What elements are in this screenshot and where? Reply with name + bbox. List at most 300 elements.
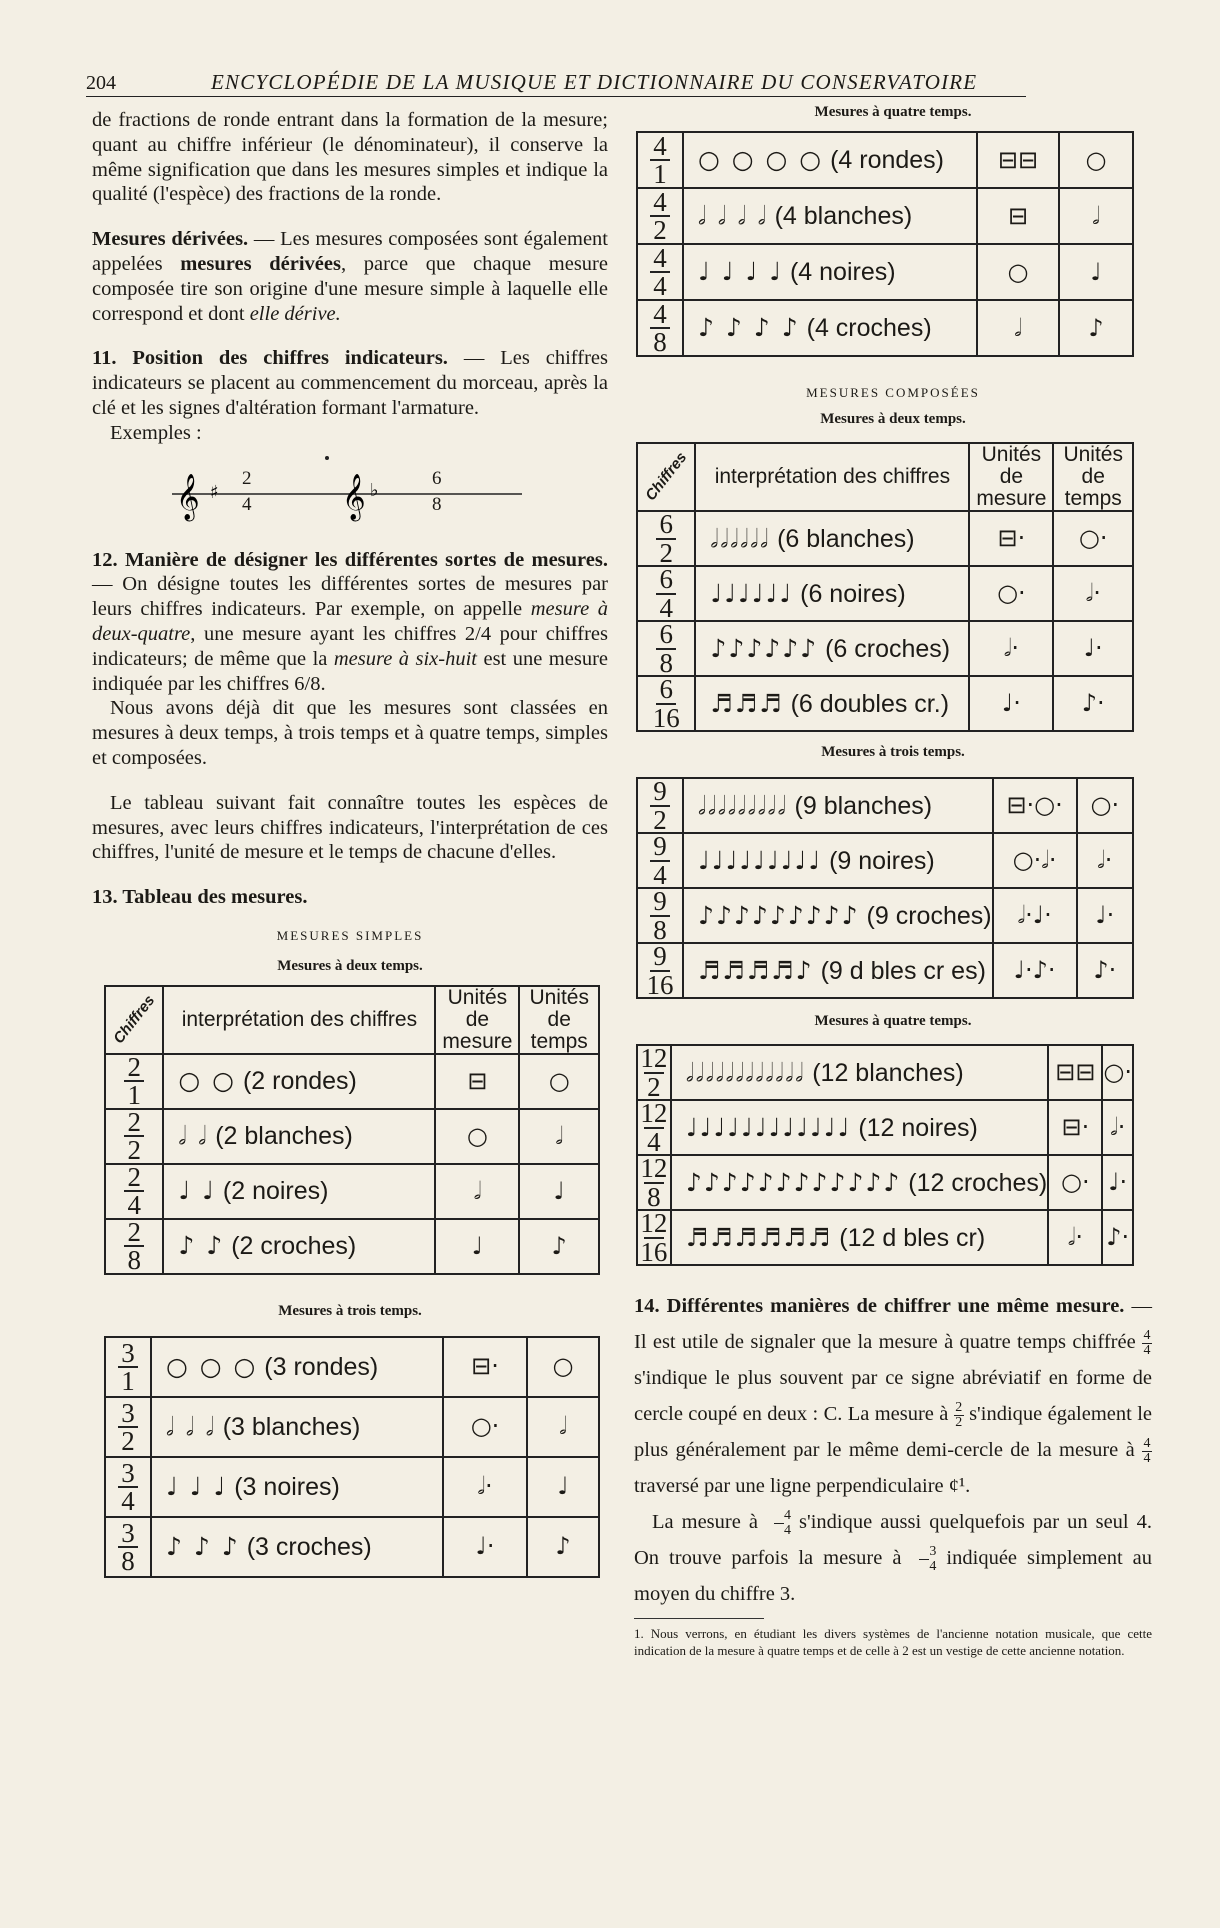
unite-temps-glyph: ♩ bbox=[553, 1176, 565, 1205]
interpretation-cell bbox=[151, 1457, 443, 1517]
section-title: 11. Position des chiffres indicateurs. bbox=[92, 347, 448, 370]
ts-denominator: 2 bbox=[659, 537, 673, 568]
ts-numerator: 4 bbox=[653, 186, 667, 217]
fraction-4-4 bbox=[1142, 1329, 1152, 1358]
unite-mesure-cell bbox=[969, 511, 1053, 566]
unite-temps-glyph: 𝅗𝅥 bbox=[1092, 201, 1100, 230]
unite-temps-glyph: ♩ bbox=[1090, 257, 1102, 286]
interpretation-cell bbox=[683, 244, 977, 300]
fraction-3-4 bbox=[911, 1545, 936, 1574]
unite-mesure-glyph: ○· bbox=[470, 1412, 500, 1441]
interpretation-cell bbox=[671, 1045, 1048, 1100]
unite-temps-glyph: ♪ bbox=[1088, 313, 1104, 342]
table-row bbox=[637, 621, 1133, 676]
section-title-tableau: 13. Tableau des mesures. bbox=[92, 886, 308, 909]
ts-denominator: 8 bbox=[653, 327, 667, 357]
caption-comp-trois-temps: Mesures à trois temps. bbox=[821, 744, 965, 760]
text-span: C. La mesure à bbox=[823, 1403, 949, 1425]
time-signature bbox=[650, 886, 670, 945]
ts-numerator: 3 bbox=[121, 1517, 135, 1548]
ts-numerator: 2 bbox=[127, 1217, 141, 1248]
interpretation-cell bbox=[163, 1054, 435, 1109]
unite-temps-cell bbox=[519, 1219, 599, 1274]
unite-mesure-cell bbox=[993, 943, 1077, 998]
interpretation-text: (6 noires) bbox=[800, 579, 906, 608]
text-span: — On désigne toutes les différentes sortes de mesures par leurs chiffres indicateurs. Par exemple, on appelle bbox=[92, 573, 608, 621]
interpretation-cell bbox=[671, 1100, 1048, 1155]
footnote: 1. Nous verrons, en étudiant les divers systèmes de l'ancienne notation musicale, que cette indication de la mesure à quatre temps et de celle à 2 est un vestige de cette ancienne notation. bbox=[634, 1626, 1152, 1658]
chiffres-cell bbox=[105, 1109, 163, 1164]
unite-temps-glyph: 𝅗𝅥· bbox=[1110, 1113, 1126, 1141]
unite-temps-glyph: ♪ bbox=[555, 1532, 571, 1561]
time-signature bbox=[650, 776, 670, 835]
interpretation-cell bbox=[671, 1210, 1048, 1265]
notes-glyphs: ♩♩♩♩♩♩♩♩♩ bbox=[698, 845, 823, 875]
notes-glyphs: ♩ ♩ bbox=[178, 1176, 216, 1206]
table-row bbox=[637, 1100, 1133, 1155]
notes-glyphs: ♪ ♪ ♪ ♪ bbox=[698, 313, 800, 342]
ex1-num: 2 bbox=[242, 467, 252, 489]
interpretation-cell bbox=[683, 888, 993, 943]
caption-deux-temps: Mesures à deux temps. bbox=[277, 957, 423, 974]
page-header bbox=[86, 62, 1026, 97]
interpretation-text: (2 croches) bbox=[231, 1232, 357, 1261]
interpretation-cell bbox=[683, 833, 993, 888]
unite-temps-cell bbox=[527, 1397, 599, 1457]
unite-mesure-glyph: 𝅗𝅥 bbox=[473, 1176, 482, 1205]
unite-mesure-glyph: ○ bbox=[466, 1121, 488, 1150]
unite-temps-cell bbox=[1053, 676, 1133, 731]
table-row bbox=[105, 1517, 599, 1577]
unite-mesure-glyph: ○ bbox=[1007, 257, 1029, 286]
ts-denominator: 1 bbox=[127, 1080, 141, 1111]
notes-glyphs: ♪♪♪♪♪♪♪♪♪ bbox=[698, 900, 860, 930]
interpretation-text: (4 rondes) bbox=[830, 146, 945, 174]
flat-icon: ♭ bbox=[370, 479, 379, 501]
header-unite-mesure: Unités de mesure bbox=[969, 443, 1053, 511]
unite-temps-cell bbox=[1077, 778, 1133, 833]
unite-temps-cell bbox=[527, 1337, 599, 1397]
ts-numerator: 3 bbox=[121, 1397, 135, 1428]
text-span: s'indique aussi quelquefois par un seul 4. On trouve parfois la mesure à bbox=[634, 1511, 1153, 1569]
unite-temps-glyph: ○· bbox=[1103, 1058, 1132, 1086]
unite-mesure-glyph: 𝅗𝅥· bbox=[1067, 1223, 1083, 1251]
table-row bbox=[105, 1457, 599, 1517]
time-signature bbox=[650, 186, 670, 245]
ex2-num: 6 bbox=[432, 467, 442, 489]
interpretation-text: (9 d bles cr es) bbox=[820, 956, 986, 985]
ts-numerator: 4 bbox=[653, 242, 667, 273]
chiffres-cell bbox=[637, 676, 695, 731]
table-row bbox=[637, 188, 1133, 244]
unite-temps-cell bbox=[1053, 566, 1133, 621]
chiffres-cell bbox=[637, 188, 683, 244]
table-row bbox=[105, 1219, 599, 1274]
unite-mesure-glyph: ♩ bbox=[471, 1231, 484, 1260]
unite-mesure-cell bbox=[969, 621, 1053, 676]
table-row bbox=[637, 1155, 1133, 1210]
unite-mesure-glyph: 𝅗𝅥· bbox=[1003, 634, 1020, 662]
notes-glyphs: 𝅗𝅥𝅗𝅥𝅗𝅥𝅗𝅥𝅗𝅥𝅗𝅥 bbox=[710, 523, 771, 553]
interpretation-cell bbox=[151, 1397, 443, 1457]
fraction-2-2 bbox=[954, 1401, 964, 1430]
interpretation-text: (4 croches) bbox=[806, 314, 932, 342]
interpretation-text: (3 croches) bbox=[246, 1532, 372, 1561]
table-row bbox=[637, 511, 1133, 566]
unite-temps-glyph: ♪ bbox=[551, 1231, 567, 1260]
paragraph-chiffrer bbox=[634, 1288, 1152, 1504]
section-title: Mesures dérivées. bbox=[92, 228, 249, 251]
interpretation-text: (12 noires) bbox=[858, 1113, 978, 1142]
ts-numerator: 3 bbox=[121, 1337, 135, 1368]
ts-denominator: 1 bbox=[653, 159, 667, 189]
unite-temps-glyph: ♪· bbox=[1081, 689, 1105, 717]
unite-temps-glyph: 𝅗𝅥 bbox=[559, 1412, 567, 1441]
table-row bbox=[637, 1210, 1133, 1265]
time-signature bbox=[118, 1397, 138, 1456]
ts-numerator: 6 bbox=[659, 674, 673, 705]
ts-denominator: 1 bbox=[121, 1365, 135, 1396]
unite-temps-glyph: ♪· bbox=[1106, 1223, 1130, 1251]
chiffres-cell bbox=[105, 1054, 163, 1109]
interpretation-text: (6 blanches) bbox=[777, 524, 915, 553]
unite-temps-cell bbox=[1077, 943, 1133, 998]
unite-mesure-glyph: ○· bbox=[997, 579, 1026, 607]
ts-denominator: 8 bbox=[659, 647, 673, 678]
interpretation-text: (2 rondes) bbox=[242, 1067, 357, 1096]
italic-term: mesure à six-huit bbox=[333, 647, 477, 670]
interpretation-cell bbox=[683, 188, 977, 244]
text-span: traversé par une ligne perpendiculaire bbox=[634, 1475, 944, 1497]
unite-mesure-cell bbox=[969, 566, 1053, 621]
interpretation-cell bbox=[163, 1109, 435, 1164]
unite-mesure-cell bbox=[993, 778, 1077, 833]
chiffres-cell bbox=[105, 1219, 163, 1274]
unite-temps-glyph: ○· bbox=[1078, 524, 1108, 552]
time-signature bbox=[640, 1208, 668, 1267]
chiffres-cell bbox=[637, 833, 683, 888]
interpretation-text: (3 noires) bbox=[234, 1472, 340, 1501]
paragraph-mesures-derivees bbox=[92, 227, 608, 326]
unite-temps-cell bbox=[1059, 244, 1133, 300]
interpretation-text: (2 blanches) bbox=[215, 1122, 353, 1151]
table-row bbox=[637, 300, 1133, 356]
ex2-den: 8 bbox=[432, 493, 442, 515]
paragraph-designer bbox=[92, 548, 608, 697]
interpretation-cell bbox=[683, 778, 993, 833]
unite-mesure-cell bbox=[1048, 1045, 1102, 1100]
table-row bbox=[637, 888, 1133, 943]
paragraph-classees: Nous avons déjà dit que les mesures sont classées en mesures à deux temps, à trois temps et à quatre temps, simples et composées. bbox=[92, 697, 608, 769]
chiffres-cell bbox=[637, 300, 683, 356]
time-signature bbox=[650, 242, 670, 301]
text-span: , une mesure ayant les chiffres 2/4 pour chiffres indicateurs; de même que la bbox=[92, 622, 608, 670]
header-chiffres bbox=[105, 986, 163, 1054]
unite-mesure-glyph: ○·𝅗𝅥· bbox=[1012, 846, 1057, 874]
chiffres-cell bbox=[637, 1045, 671, 1100]
frac-den: 4 bbox=[929, 1558, 937, 1574]
unite-mesure-glyph: ⊟ bbox=[467, 1066, 488, 1095]
ts-denominator: 4 bbox=[121, 1485, 135, 1516]
caption-quatre-temps: Mesures à quatre temps. bbox=[814, 104, 972, 120]
ts-numerator: 6 bbox=[659, 619, 673, 650]
header-chiffres-text: Chiffres bbox=[642, 449, 691, 504]
interpretation-text: (12 blanches) bbox=[812, 1058, 964, 1087]
header-unite-mesure: Unités de mesure bbox=[435, 986, 519, 1054]
table-row bbox=[637, 778, 1133, 833]
treble-clef-icon: 𝄞 bbox=[176, 473, 200, 520]
ts-numerator: 9 bbox=[653, 776, 667, 807]
unite-mesure-glyph: ⊟⊟ bbox=[997, 145, 1039, 174]
notes-glyphs: ♪♪♪♪♪♪♪♪♪♪♪♪ bbox=[685, 1167, 902, 1197]
unite-temps-glyph: ○ bbox=[552, 1352, 574, 1381]
time-signature bbox=[118, 1517, 138, 1576]
unite-mesure-glyph: ♩· bbox=[475, 1532, 495, 1561]
interpretation-text: (6 croches) bbox=[825, 634, 951, 663]
time-signature bbox=[640, 1153, 668, 1212]
table-row bbox=[105, 1164, 599, 1219]
interpretation-cell bbox=[151, 1517, 443, 1577]
sharp-icon: ♯ bbox=[210, 481, 219, 503]
table-simple-quatre-temps bbox=[636, 131, 1134, 357]
caption-comp-quatre-temps: Mesures à quatre temps. bbox=[814, 1013, 972, 1029]
ts-denominator: 2 bbox=[653, 804, 667, 835]
table-row bbox=[637, 833, 1133, 888]
staff-example-svg bbox=[92, 446, 608, 536]
interpretation-text: (9 croches) bbox=[866, 901, 992, 930]
treble-clef-icon: 𝄞 bbox=[342, 473, 366, 520]
ts-numerator: 6 bbox=[659, 509, 673, 540]
time-signature bbox=[656, 619, 676, 678]
left-column bbox=[92, 108, 608, 1578]
notes-glyphs: ♪♪♪♪♪♪ bbox=[710, 633, 819, 663]
notes-glyphs: 𝅗𝅥 𝅗𝅥 𝅗𝅥 𝅗𝅥 bbox=[698, 201, 768, 230]
ts-denominator: 16 bbox=[652, 702, 680, 733]
chiffres-cell bbox=[637, 1155, 671, 1210]
unite-mesure-cell bbox=[435, 1054, 519, 1109]
unite-temps-cell bbox=[1102, 1155, 1133, 1210]
unite-temps-cell bbox=[527, 1517, 599, 1577]
time-signature bbox=[652, 674, 680, 733]
unite-temps-glyph: ♩· bbox=[1108, 1168, 1128, 1196]
text-span: — Les mesures composées sont également appelées bbox=[92, 228, 608, 275]
table-simple-trois-temps bbox=[104, 1336, 600, 1578]
frac-den: 2 bbox=[955, 1414, 963, 1430]
notes-glyphs: 𝅗𝅥𝅗𝅥𝅗𝅥𝅗𝅥𝅗𝅥𝅗𝅥𝅗𝅥𝅗𝅥𝅗𝅥𝅗𝅥𝅗𝅥𝅗𝅥 bbox=[685, 1057, 806, 1087]
unite-mesure-cell bbox=[435, 1164, 519, 1219]
paragraph-quatre bbox=[634, 1504, 1152, 1612]
frac-den: 4 bbox=[784, 1522, 791, 1538]
ts-numerator: 12 bbox=[640, 1043, 668, 1074]
chiffres-cell bbox=[637, 943, 683, 998]
ts-numerator: 2 bbox=[127, 1162, 141, 1193]
table-row bbox=[105, 1337, 599, 1397]
table-row bbox=[637, 132, 1133, 188]
unite-mesure-glyph: 𝅗𝅥 bbox=[1014, 313, 1022, 342]
interpretation-cell bbox=[695, 511, 969, 566]
chiffres-cell bbox=[637, 621, 695, 676]
notes-glyphs: ♬♬♬♬♪ bbox=[698, 955, 814, 985]
table-simple-deux-temps bbox=[104, 985, 600, 1275]
header-chiffres-text: Chiffres bbox=[110, 991, 159, 1047]
table-row bbox=[105, 1397, 599, 1457]
paragraph-tableau-intro: Le tableau suivant fait connaître toutes les espèces de mesures, avec leurs chiffres indicateurs, l'interprétation de ces chiffres, l'unité de mesure et le temps de chacune d'elles. bbox=[92, 791, 608, 864]
unite-mesure-cell bbox=[1048, 1210, 1102, 1265]
unite-mesure-cell bbox=[443, 1517, 527, 1577]
chiffres-cell bbox=[637, 132, 683, 188]
interpretation-text: (9 blanches) bbox=[794, 791, 933, 820]
ts-denominator: 4 bbox=[647, 1126, 661, 1157]
footnote-rule bbox=[634, 1618, 764, 1619]
notes-glyphs: ○ ○ ○ ○ bbox=[698, 145, 824, 174]
frac-den: 4 bbox=[1143, 1450, 1151, 1466]
time-signature bbox=[118, 1457, 138, 1516]
running-title: ENCYCLOPÉDIE DE LA MUSIQUE ET DICTIONNAIRE DU CONSERVATOIRE bbox=[211, 70, 978, 94]
interpretation-cell bbox=[671, 1155, 1048, 1210]
section-title: 12. Manière de désigner les différentes sortes de mesures. bbox=[92, 548, 608, 571]
ts-numerator: 2 bbox=[127, 1107, 141, 1138]
unite-temps-cell bbox=[1077, 888, 1133, 943]
chiffres-cell bbox=[637, 1210, 671, 1265]
interpretation-text: (6 doubles cr.) bbox=[790, 689, 950, 718]
ts-numerator: 12 bbox=[640, 1098, 668, 1129]
interpretation-text: (12 d bles cr) bbox=[839, 1223, 986, 1252]
unite-mesure-cell bbox=[977, 132, 1059, 188]
interpretation-cell bbox=[683, 132, 977, 188]
notes-glyphs: ♩ ♩ ♩ bbox=[166, 1471, 228, 1501]
bold-term: mesures dérivées bbox=[180, 252, 341, 275]
unite-mesure-glyph: ⊟ bbox=[1007, 201, 1029, 230]
caption-mesures-simples: MESURES SIMPLES bbox=[276, 927, 424, 943]
table-row bbox=[637, 676, 1133, 731]
unite-temps-cell bbox=[1102, 1210, 1133, 1265]
ts-denominator: 4 bbox=[653, 271, 667, 301]
unite-temps-glyph: ♩· bbox=[1083, 634, 1103, 662]
unite-temps-glyph: 𝅗𝅥· bbox=[1097, 846, 1113, 874]
caption-trois-temps: Mesures à trois temps. bbox=[278, 1302, 422, 1319]
unite-mesure-cell bbox=[1048, 1100, 1102, 1155]
notes-glyphs: 𝅗𝅥 𝅗𝅥 𝅗𝅥 bbox=[166, 1411, 216, 1441]
ts-numerator: 3 bbox=[121, 1457, 135, 1488]
table-row bbox=[105, 1054, 599, 1109]
unite-mesure-cell bbox=[993, 833, 1077, 888]
unite-mesure-glyph: 𝅗𝅥·♩· bbox=[1017, 901, 1052, 929]
frac-num: 4 bbox=[1143, 1327, 1151, 1343]
chiffres-cell bbox=[637, 511, 695, 566]
chiffres-cell bbox=[105, 1517, 151, 1577]
time-signature bbox=[650, 298, 670, 357]
table-composees-quatre-temps bbox=[636, 1044, 1134, 1266]
frac-num: 4 bbox=[1143, 1435, 1151, 1451]
interpretation-cell bbox=[151, 1337, 443, 1397]
unite-mesure-glyph: ⊟· bbox=[471, 1352, 499, 1381]
ts-denominator: 8 bbox=[121, 1545, 135, 1576]
time-signature bbox=[656, 564, 676, 623]
ts-numerator: 9 bbox=[653, 941, 667, 972]
unite-temps-cell bbox=[519, 1054, 599, 1109]
unite-temps-cell bbox=[1102, 1045, 1133, 1100]
text-span: s'indique le plus souvent par ce signe abréviatif en forme de cercle coupé en deux : bbox=[634, 1367, 1152, 1425]
notes-glyphs: ○ ○ ○ bbox=[166, 1351, 258, 1381]
notes-glyphs: ♩♩♩♩♩♩♩♩♩♩♩♩ bbox=[685, 1112, 852, 1142]
ts-numerator: 4 bbox=[653, 298, 667, 329]
time-signature bbox=[640, 1043, 668, 1102]
ts-numerator: 12 bbox=[640, 1208, 668, 1239]
unite-mesure-cell bbox=[443, 1457, 527, 1517]
unite-mesure-cell bbox=[443, 1337, 527, 1397]
ts-numerator: 9 bbox=[653, 831, 667, 862]
interpretation-text: (3 blanches) bbox=[222, 1412, 361, 1441]
notes-glyphs: ♬♬♬♬♬♬ bbox=[685, 1222, 833, 1252]
section-title: 14. Différentes manières de chiffrer une même mesure. bbox=[634, 1295, 1125, 1317]
ts-numerator: 2 bbox=[127, 1052, 141, 1083]
interpretation-text: (3 rondes) bbox=[264, 1352, 379, 1381]
text-span: , parce que chaque mesure composée tire son origine d'une mesure simple à laquelle elle correspond et dont bbox=[92, 252, 608, 325]
ts-denominator: 4 bbox=[127, 1190, 141, 1221]
italic-term: mesure à deux-quatre bbox=[92, 598, 608, 645]
unite-temps-cell bbox=[1059, 300, 1133, 356]
time-signature bbox=[656, 509, 676, 568]
table-row bbox=[637, 566, 1133, 621]
unite-mesure-cell bbox=[977, 300, 1059, 356]
unite-mesure-cell bbox=[1048, 1155, 1102, 1210]
text-span: — Il est utile de signaler que la mesure à quatre temps chiffrée bbox=[634, 1295, 1152, 1353]
music-example bbox=[92, 446, 608, 536]
table-row bbox=[637, 244, 1133, 300]
interpretation-cell bbox=[163, 1219, 435, 1274]
unite-temps-cell bbox=[1059, 188, 1133, 244]
table-composees-trois-temps bbox=[636, 777, 1134, 999]
frac-num: 4 bbox=[784, 1507, 791, 1523]
frac-den: 4 bbox=[1143, 1342, 1151, 1358]
notes-glyphs: ○ ○ bbox=[178, 1066, 236, 1096]
ts-denominator: 8 bbox=[127, 1245, 141, 1276]
chiffres-cell bbox=[637, 888, 683, 943]
notes-glyphs: 𝅗𝅥 𝅗𝅥 bbox=[178, 1121, 209, 1151]
unite-temps-cell bbox=[527, 1457, 599, 1517]
unite-temps-glyph: ○ bbox=[548, 1066, 570, 1095]
interpretation-cell bbox=[683, 300, 977, 356]
unite-temps-cell bbox=[1053, 511, 1133, 566]
interpretation-cell bbox=[683, 943, 993, 998]
paragraph-position bbox=[92, 346, 608, 420]
chiffres-cell bbox=[637, 1100, 671, 1155]
fraction-4-4 bbox=[1142, 1437, 1152, 1466]
chiffres-cell bbox=[105, 1397, 151, 1457]
unite-mesure-glyph: ⊟⊟ bbox=[1055, 1058, 1096, 1086]
unite-mesure-glyph: ♩· bbox=[1001, 689, 1021, 717]
fraction-4-4 bbox=[766, 1509, 791, 1538]
unite-temps-cell bbox=[519, 1164, 599, 1219]
header-unite-temps: Unités de temps bbox=[1053, 443, 1133, 511]
unite-temps-glyph: ○· bbox=[1090, 791, 1120, 819]
unite-mesure-glyph: ⊟·○· bbox=[1006, 791, 1063, 819]
unite-mesure-glyph: ⊟· bbox=[1061, 1113, 1090, 1141]
unite-mesure-glyph: ⊟· bbox=[997, 524, 1026, 552]
interpretation-text: (12 croches) bbox=[908, 1168, 1048, 1197]
ts-denominator: 16 bbox=[640, 1236, 668, 1267]
unite-temps-cell bbox=[1053, 621, 1133, 676]
header-chiffres bbox=[637, 443, 695, 511]
text-span: — Les chiffres indicateurs se placent au commencement du morceau, après la clé et les signes d'altération formant l'armature. bbox=[92, 347, 608, 419]
interpretation-cell bbox=[163, 1164, 435, 1219]
ts-denominator: 2 bbox=[647, 1071, 661, 1102]
interpretation-text: (4 blanches) bbox=[774, 202, 913, 230]
unite-mesure-cell bbox=[977, 244, 1059, 300]
exemples-label: Exemples : bbox=[110, 421, 202, 444]
unite-temps-glyph: ♪· bbox=[1093, 956, 1117, 984]
italic-term: elle dérive. bbox=[249, 302, 341, 325]
